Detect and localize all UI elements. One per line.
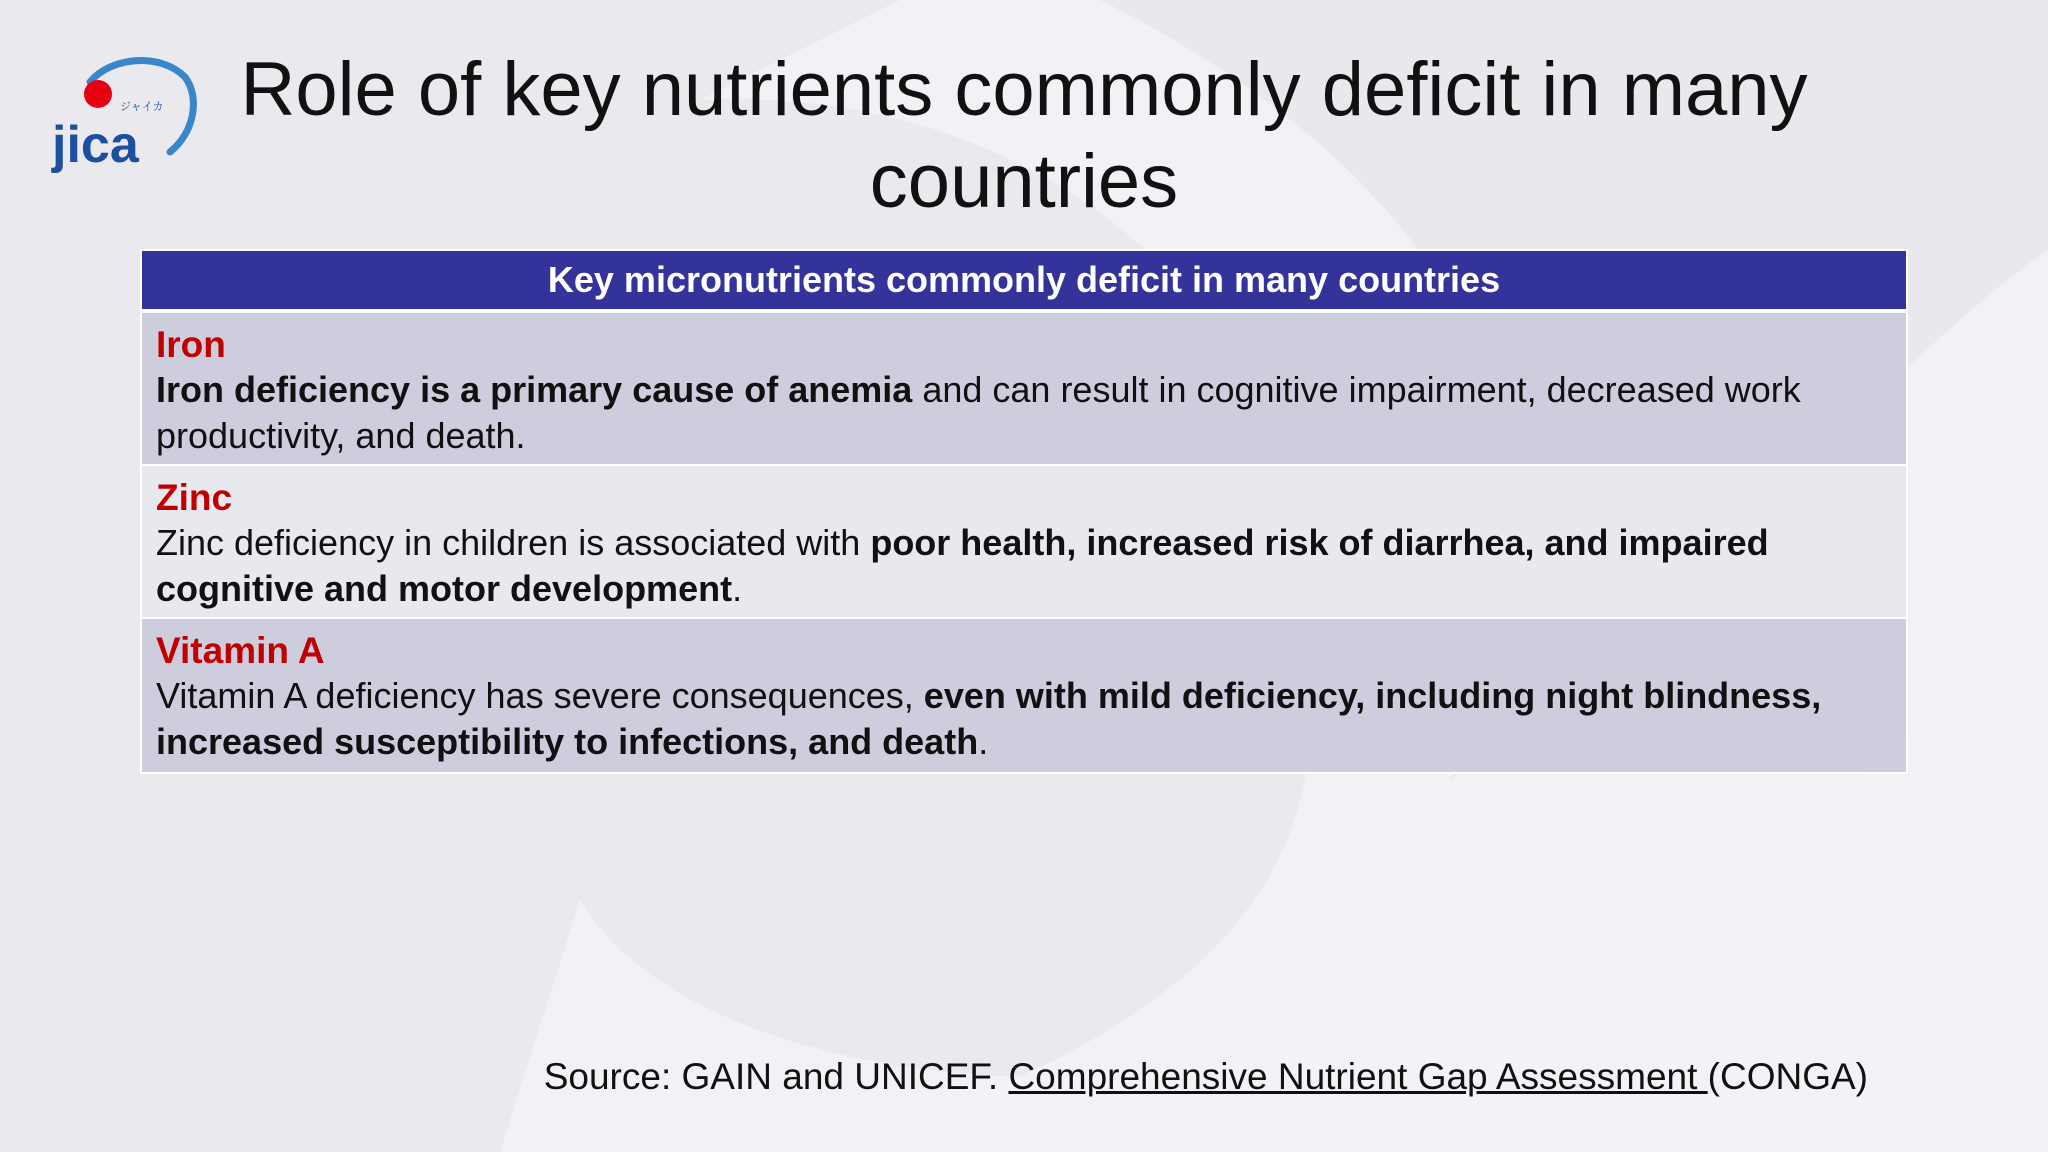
source-link[interactable]: Comprehensive Nutrient Gap Assessment [1008,1056,1708,1097]
table-row [142,619,1906,772]
nutrient-name: Vitamin A [156,630,325,671]
table-row [142,466,1906,619]
description-text: . [978,721,989,762]
table-row [142,313,1906,466]
micronutrient-table [140,249,1908,774]
description-text: and can result in cognitive impairment, decreased work productivity, and death. [156,369,1801,456]
source-prefix: Source: GAIN and UNICEF. [543,1056,1009,1097]
description-text: Vitamin A deficiency has severe consequences, [156,675,924,716]
logo-wordmark: jica [52,116,139,174]
description-emphasis: poor health, increased risk of diarrhea, and impaired cognitive and motor development [156,522,1769,609]
nutrient-name: Iron [156,324,226,365]
description-text: . [732,568,743,609]
nutrient-description [156,520,1892,612]
description-emphasis: Iron deficiency is a primary cause of anemia [156,369,913,410]
description-emphasis: even with mild deficiency, including night blindness, increased susceptibility to infections, and death [156,675,1822,762]
nutrient-description [156,367,1892,459]
description-text: Zinc deficiency in children is associated with [156,522,871,563]
nutrient-description [156,673,1892,765]
table-header: Key micronutrients commonly deficit in many countries [142,251,1906,313]
table-body [142,313,1906,772]
source-suffix: (CONGA) [1707,1056,1868,1097]
source-citation [544,1056,1868,1098]
jica-logo [50,52,200,177]
page-title: Role of key nutrients commonly deficit in many countries [240,47,1808,224]
nutrient-name: Zinc [156,477,233,518]
logo-katakana: ジャイカ [120,100,164,113]
